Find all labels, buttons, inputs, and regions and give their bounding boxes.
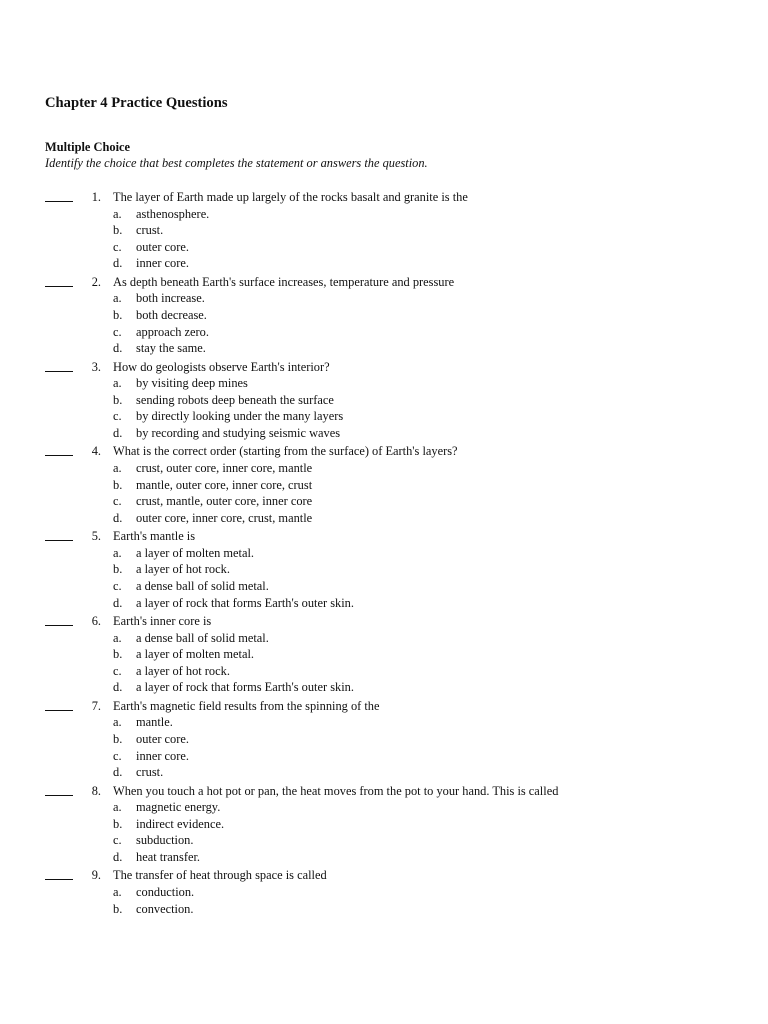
answer-option	[0, 239, 768, 256]
option-text: a layer of molten metal.	[136, 545, 255, 560]
question-text: When you touch a hot pot or pan, the heat moves from the pot to your hand. This is called	[113, 783, 559, 798]
question-number: 8.	[91, 783, 101, 798]
option-text: both decrease.	[136, 307, 207, 322]
answer-blank[interactable]	[45, 443, 73, 456]
question-text: Earth's mantle is	[113, 529, 196, 544]
answer-blank[interactable]	[45, 698, 73, 711]
answer-option	[0, 222, 768, 239]
answer-option	[0, 646, 768, 663]
answer-blank[interactable]	[45, 359, 73, 372]
question-number: 2.	[91, 274, 101, 289]
option-text: by directly looking under the many layers	[136, 409, 344, 424]
question-stem	[0, 613, 768, 630]
option-text: sending robots deep beneath the surface	[136, 392, 334, 407]
option-text: both increase.	[136, 291, 205, 306]
answer-blank[interactable]	[45, 189, 73, 202]
option-letter: a.	[113, 376, 122, 391]
option-text: a layer of hot rock.	[136, 663, 230, 678]
answer-option	[0, 510, 768, 527]
option-text: outer core, inner core, crust, mantle	[136, 510, 313, 525]
option-letter: d.	[113, 680, 123, 695]
option-letter: b.	[113, 392, 123, 407]
option-letter: c.	[113, 578, 122, 593]
option-text: a layer of rock that forms Earth's outer skin.	[136, 680, 354, 695]
question-text: What is the correct order (starting from the surface) of Earth's layers?	[113, 444, 458, 459]
option-letter: b.	[113, 562, 123, 577]
option-letter: d.	[113, 510, 123, 525]
answer-blank[interactable]	[45, 783, 73, 796]
question-number: 7.	[91, 698, 101, 713]
question-text: The transfer of heat through space is called	[113, 868, 327, 883]
question-item	[0, 528, 768, 613]
option-letter: b.	[113, 647, 123, 662]
option-letter: d.	[113, 849, 123, 864]
answer-option	[0, 493, 768, 510]
answer-option	[0, 477, 768, 494]
option-letter: c.	[113, 409, 122, 424]
question-text: Earth's magnetic field results from the spinning of the	[113, 698, 380, 713]
answer-option	[0, 255, 768, 272]
question-number: 4.	[91, 444, 101, 459]
answer-option	[0, 307, 768, 324]
answer-blank[interactable]	[45, 613, 73, 626]
option-text: outer core.	[136, 731, 189, 746]
option-text: mantle, outer core, inner core, crust	[136, 477, 313, 492]
option-text: inner core.	[136, 748, 189, 763]
option-letter: d.	[113, 765, 123, 780]
answer-option	[0, 290, 768, 307]
option-letter: c.	[113, 748, 122, 763]
option-letter: b.	[113, 307, 123, 322]
option-text: indirect evidence.	[136, 816, 225, 831]
option-letter: a.	[113, 545, 122, 560]
answer-option	[0, 561, 768, 578]
option-letter: d.	[113, 341, 123, 356]
answer-option	[0, 340, 768, 357]
answer-option	[0, 816, 768, 833]
answer-option	[0, 663, 768, 680]
option-letter: a.	[113, 630, 122, 645]
answer-option	[0, 392, 768, 409]
option-letter: c.	[113, 663, 122, 678]
answer-option	[0, 901, 768, 918]
question-list	[0, 189, 768, 952]
answer-option	[0, 578, 768, 595]
option-letter: a.	[113, 884, 122, 899]
option-letter: d.	[113, 595, 123, 610]
option-letter: a.	[113, 800, 122, 815]
question-stem	[0, 359, 768, 376]
answer-option	[0, 714, 768, 731]
question-item	[0, 698, 768, 783]
option-text: outer core.	[136, 239, 189, 254]
option-letter: a.	[113, 460, 122, 475]
question-text: Earth's inner core is	[113, 613, 212, 628]
question-text: The layer of Earth made up largely of the rocks basalt and granite is the	[113, 190, 468, 204]
option-text: a layer of rock that forms Earth's outer skin.	[136, 595, 354, 610]
question-item	[0, 359, 768, 444]
question-item	[0, 867, 768, 952]
option-text: subduction.	[136, 833, 194, 848]
option-text: crust.	[136, 223, 164, 238]
question-item	[0, 443, 768, 528]
option-letter: c.	[113, 494, 122, 509]
question-stem	[0, 783, 768, 800]
option-text: a layer of hot rock.	[136, 562, 230, 577]
option-text: stay the same.	[136, 341, 206, 356]
page-title: Chapter 4 Practice Questions	[45, 95, 228, 111]
option-letter: a.	[113, 206, 122, 221]
answer-option	[0, 206, 768, 223]
option-text: crust, mantle, outer core, inner core	[136, 494, 313, 509]
answer-option	[0, 849, 768, 866]
option-text: conduction.	[136, 884, 195, 899]
option-letter: b.	[113, 901, 123, 916]
option-text: a dense ball of solid metal.	[136, 630, 269, 645]
question-item	[0, 189, 768, 274]
answer-blank[interactable]	[45, 867, 73, 880]
question-stem	[0, 443, 768, 460]
answer-option	[0, 595, 768, 612]
option-letter: b.	[113, 223, 123, 238]
option-letter: c.	[113, 833, 122, 848]
question-stem	[0, 528, 768, 545]
section-instructions: Identify the choice that best completes the statement or answers the question.	[45, 156, 428, 170]
option-letter: b.	[113, 816, 123, 831]
option-text: heat transfer.	[136, 849, 200, 864]
answer-option	[0, 460, 768, 477]
option-text: a dense ball of solid metal.	[136, 578, 269, 593]
option-text: by visiting deep mines	[136, 376, 248, 391]
option-letter: c.	[113, 239, 122, 254]
question-item	[0, 613, 768, 698]
option-letter: b.	[113, 731, 123, 746]
option-text: a layer of molten metal.	[136, 647, 255, 662]
question-number: 9.	[91, 868, 101, 883]
question-item	[0, 274, 768, 359]
option-text: asthenosphere.	[136, 206, 210, 221]
section-heading: Multiple Choice	[45, 140, 131, 154]
option-letter: b.	[113, 477, 123, 492]
answer-option	[0, 425, 768, 442]
answer-option	[0, 408, 768, 425]
question-number: 5.	[91, 529, 101, 544]
answer-option	[0, 324, 768, 341]
option-letter: a.	[113, 715, 122, 730]
answer-option	[0, 764, 768, 781]
answer-blank[interactable]	[45, 528, 73, 541]
question-stem	[0, 698, 768, 715]
option-text: approach zero.	[136, 324, 209, 339]
option-letter: d.	[113, 425, 123, 440]
answer-option	[0, 375, 768, 392]
answer-option	[0, 679, 768, 696]
question-number: 3.	[91, 359, 101, 374]
question-stem	[0, 189, 768, 206]
option-text: crust, outer core, inner core, mantle	[136, 460, 313, 475]
question-number: 6.	[91, 613, 101, 628]
answer-option	[0, 884, 768, 901]
question-text: How do geologists observe Earth's interior?	[113, 359, 330, 374]
option-text: mantle.	[136, 715, 173, 730]
answer-option	[0, 748, 768, 765]
option-text: inner core.	[136, 256, 189, 271]
answer-option	[0, 832, 768, 849]
question-number: 1.	[91, 190, 101, 204]
question-item	[0, 783, 768, 868]
answer-option	[0, 799, 768, 816]
answer-option	[0, 731, 768, 748]
option-text: convection.	[136, 901, 194, 916]
option-letter: d.	[113, 256, 123, 271]
option-text: magnetic energy.	[136, 800, 221, 815]
question-stem	[0, 867, 768, 884]
option-letter: c.	[113, 324, 122, 339]
answer-option	[0, 630, 768, 647]
option-text: by recording and studying seismic waves	[136, 425, 341, 440]
answer-option	[0, 545, 768, 562]
question-text: As depth beneath Earth's surface increases, temperature and pressure	[113, 274, 455, 289]
option-text: crust.	[136, 765, 164, 780]
option-letter: a.	[113, 291, 122, 306]
question-stem	[0, 274, 768, 291]
answer-blank[interactable]	[45, 274, 73, 287]
